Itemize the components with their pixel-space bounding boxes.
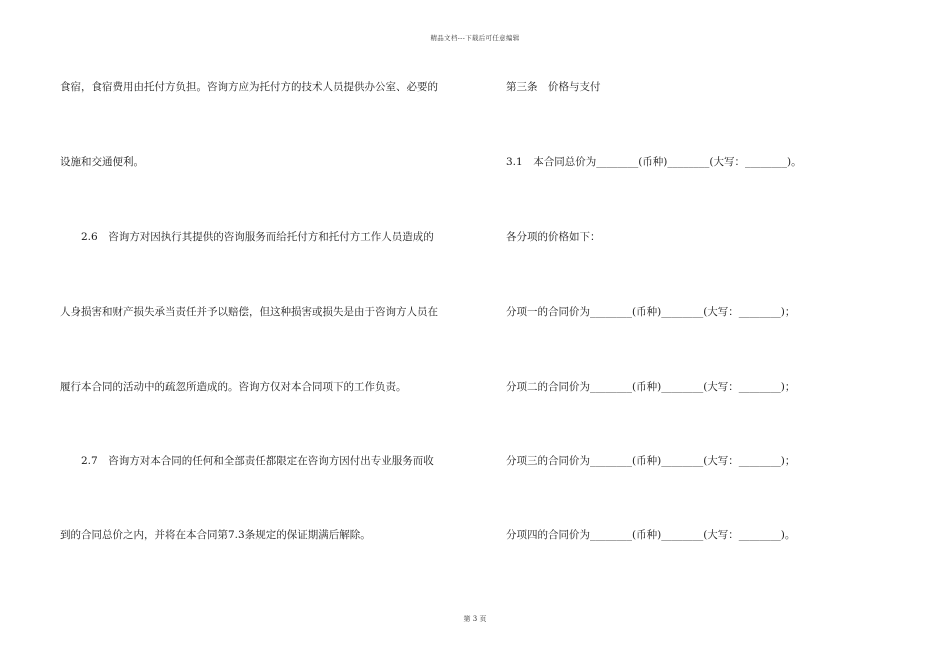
item-prices-intro: 各分项的价格如下：: [506, 231, 601, 243]
clause-3-1-total-price: 3.1 本合同总价为________(币种)________(大写：________)。: [506, 156, 802, 168]
left-line-2: 设施和交通便利。: [60, 156, 144, 168]
left-line-6-clause-2-7: 2.7 咨询方对本合同的任何和全部责任都限定在咨询方因付出专业服务而收: [81, 455, 434, 467]
article-three-heading: 第三条 价格与支付: [506, 81, 601, 93]
left-line-7: 到的合同总价之内，并将在本合同第7.3条规定的保证期满后解除。: [60, 529, 371, 541]
item-three-price: 分项三的合同价为________(币种)________(大写：________)；: [506, 455, 796, 467]
page-header: 精品文档---下载后可任意编辑: [430, 34, 520, 42]
left-line-5: 履行本合同的活动中的疏忽所造成的。咨询方仅对本合同项下的工作负责。: [60, 381, 407, 393]
item-four-price: 分项四的合同价为________(币种)________(大写：________)。: [506, 529, 796, 541]
left-line-1: 食宿，食宿费用由托付方负担。咨询方应为托付方的技术人员提供办公室、必要的: [60, 81, 438, 93]
item-two-price: 分项二的合同价为________(币种)________(大写：________)；: [506, 381, 796, 393]
left-line-3-clause-2-6: 2.6 咨询方对因执行其提供的咨询服务而给托付方和托付方工作人员造成的: [81, 231, 434, 243]
item-one-price: 分项一的合同价为________(币种)________(大写：________)；: [506, 306, 796, 318]
page-number: 第 3 页: [463, 615, 487, 623]
left-line-4: 人身损害和财产损失承当责任并予以赔偿，但这种损害或损失是由于咨询方人员在: [60, 306, 438, 318]
